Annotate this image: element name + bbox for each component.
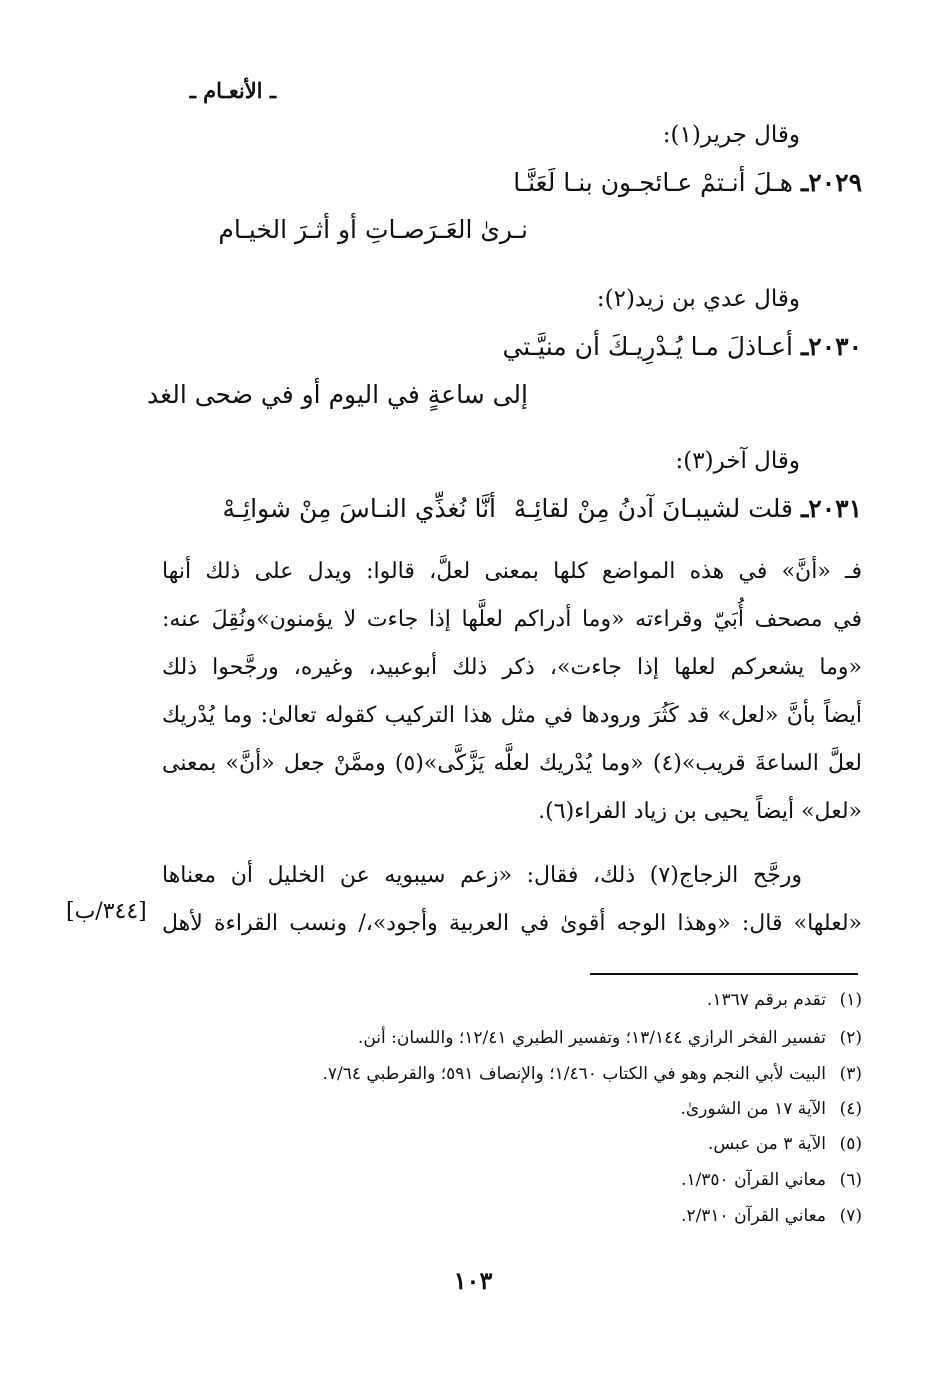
footnote-number: (٣) — [839, 1064, 862, 1084]
footnote-text: تفسير الفخر الرازي ١٣/١٤٤؛ وتفسير الطبري ١٢/٤١؛ واللسان: أنن. — [357, 1028, 826, 1048]
page-number: ١٠٣ — [453, 1266, 493, 1295]
quote-intro-2031: وقال آخر(٣): — [675, 448, 800, 474]
verse-2031-line1b: أنَّا نُغذِّي النـاسَ مِنْ شوائِـهْ — [222, 494, 496, 523]
footnote-text: البيت لأبي النجم وهو في الكتاب ١/٤٦٠؛ والإنصاف ٥٩١؛ والقرطبي ٧/٦٤. — [322, 1064, 826, 1084]
footnote-separator — [590, 973, 858, 975]
paragraph-line: لعلَّ الساعةَ قريب»(٤) «وما يُدْريك لعلَّه يَزَّكَّى»(٥) وممَّنْ جعل «أنَّ» بمعنى — [162, 751, 862, 776]
running-header: ـ الأنعـام ـ — [189, 78, 276, 103]
verse-text: أعـاذلَ مـا يُـدْرِيـكَ أن منيَّـتي — [502, 332, 793, 361]
footnote-2 — [358, 1028, 862, 1048]
footnote-number: (٦) — [839, 1170, 862, 1190]
paragraph-line: ورجَّح الزجاج(٧) ذلك، فقال: «زعم سيبويه عن الخليل أن معناها — [162, 863, 802, 888]
footnote-3 — [322, 1064, 862, 1084]
footnote-5 — [708, 1134, 862, 1154]
body-paragraph-2 — [162, 852, 862, 948]
quote-intro-2029: وقال جرير(١): — [662, 122, 800, 148]
footnote-number: (٤) — [839, 1099, 862, 1119]
footnote-number: (٥) — [839, 1134, 862, 1154]
verse-2030-line1 — [502, 332, 862, 361]
footnote-number: (٢) — [839, 1028, 862, 1048]
paragraph-line: «وما يشعركم لعلها إذا جاءت»، ذكر ذلك أبوعبيد، وغيره، ورجَّحوا ذلك — [162, 655, 862, 680]
footnote-text: معاني القرآن ١/٣٥٠. — [681, 1170, 826, 1190]
verse-number: ٢٠٣٠ـ — [800, 332, 862, 361]
verse-2029-line1 — [513, 168, 862, 197]
footnote-text: الآية ١٧ من الشورىٰ. — [680, 1099, 826, 1119]
footnote-text: الآية ٣ من عبس. — [707, 1134, 826, 1154]
verse-text: قلت لشيبـانَ آدنُ مِنْ لقائِـهْ — [513, 494, 793, 523]
paragraph-line: أيضاً بأنَّ «لعل» قد كَثُرَ ورودها في مثل هذا التركيب كقوله تعالىٰ: وما يُدْريك — [162, 703, 863, 728]
paragraph-line: «لعل» أيضاً يحيى بن زياد الفراء(٦). — [538, 799, 862, 824]
footnote-7 — [681, 1206, 862, 1226]
verse-2031-line1 — [514, 494, 862, 523]
paragraph-line: في مصحف أُبَيّ وقراءته «وما أدراكم لعلَّها إذا جاءت لا يؤمنون»ونُقِلَ عنه: — [162, 607, 862, 632]
footnote-6 — [681, 1170, 862, 1190]
manuscript-folio-marker: [٣٤٤/ب] — [66, 899, 147, 924]
footnote-number: (٧) — [839, 1206, 862, 1226]
verse-number: ٢٠٣١ـ — [800, 494, 862, 523]
verse-number: ٢٠٢٩ـ — [800, 168, 862, 197]
paragraph-line: فـ «أنَّ» في هذه المواضع كلها بمعنى لعلَّ، قالوا: ويدل على ذلك أنها — [162, 559, 862, 584]
verse-text: هـلَ أنـتمْ عـائجـون بنـا لَعَنَّـا — [513, 168, 793, 197]
footnote-1 — [707, 990, 862, 1010]
body-paragraph-1 — [162, 548, 862, 836]
paragraph-line: «لعلها» قال: «وهذا الوجه أقوىٰ في العربية وأجود»،/ ونسب القراءة لأهل — [162, 911, 862, 936]
footnote-text: تقدم برقم ١٣٦٧. — [706, 990, 826, 1010]
quote-intro-2030: وقال عدي بن زيد(٢): — [596, 286, 800, 312]
footnote-number: (١) — [839, 990, 862, 1010]
verse-2029-line2: نـرىٰ العَـرَصـاتِ أو أثـرَ الخيـام — [218, 215, 528, 244]
verse-2030-line2: إلى ساعةٍ في اليوم أو في ضحى الغد — [147, 380, 528, 409]
footnote-4 — [680, 1099, 862, 1119]
footnote-text: معاني القرآن ٢/٣١٠. — [681, 1206, 826, 1226]
